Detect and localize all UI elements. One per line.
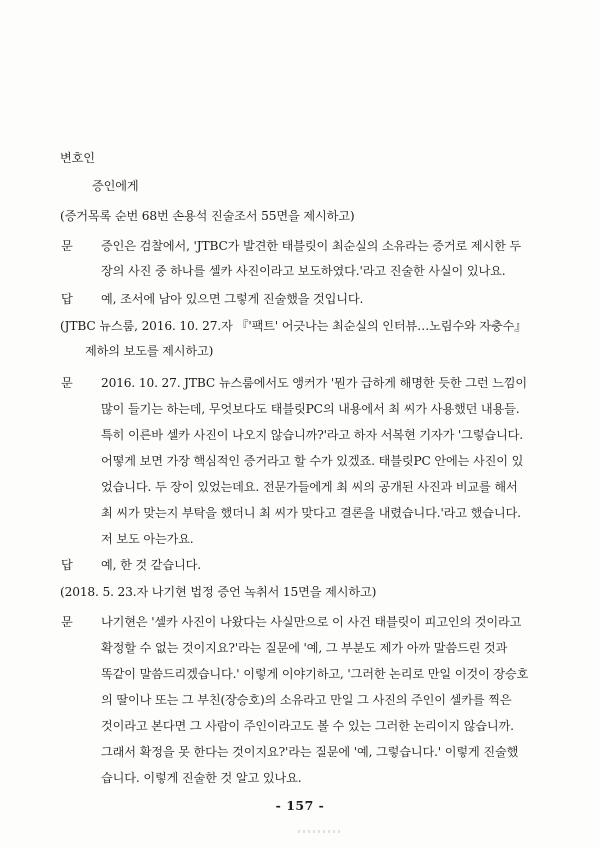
question-line: 장의 사진 중 하나를 셀카 사진이라고 보도하였다.'라고 진술한 사실이 있나요. [101, 264, 506, 278]
question-line: 증인은 검찰에서, 'JTBC가 발견한 태블릿이 최순실의 소유라는 증거로 제시한 두 [101, 239, 522, 253]
question-line: 습니다. 이렇게 진술한 것 알고 있나요. [101, 771, 302, 785]
question-line: 어떻게 보면 가장 핵심적인 증거라고 할 수가 있겠죠. 태블릿PC 안에는 사진이 있 [101, 454, 524, 468]
answer-label: 답 [61, 292, 73, 306]
evidence-note: (2018. 5. 23.자 나기현 법정 증언 녹취서 15면을 제시하고) [60, 585, 377, 599]
question-line: 그래서 확정을 못 한다는 것이지요?'라는 질문에 '예, 그렇습니다.' 이렇게 진술했 [101, 745, 519, 759]
question-label: 문 [61, 615, 73, 629]
question-line: 의 딸이나 또는 그 부친(장승호)의 소유라고 만일 그 사진의 주인이 셀카를 찍은 [101, 693, 512, 707]
evidence-note: (증거목록 순번 68번 손용석 진술조서 55면을 제시하고) [60, 209, 355, 223]
question-label: 문 [61, 239, 73, 253]
question-line: 똑같이 말씀드리겠습니다.' 이렇게 이야기하고, '그러한 논리로 만일 이것이 장승호 [101, 667, 529, 681]
evidence-note: (JTBC 뉴스룸, 2016. 10. 27.자 『'팩트' 어긋나는 최순실의 인터뷰…노림수와 자충수』 [60, 319, 527, 333]
question-line: 저 보도 아는가요. [101, 532, 194, 546]
question-line: 나기현은 '셀카 사진이 나왔다는 사실만으로 이 사건 태블릿이 피고인의 것이라고 [101, 615, 522, 629]
question-line: 많이 들기는 하는데, 무엇보다도 태블릿PC의 내용에서 최 씨가 사용했던 내용들. [101, 402, 520, 416]
answer-label: 답 [61, 558, 73, 572]
speaker-heading: 변호인 [60, 151, 95, 165]
addressee-line: 증인에게 [92, 179, 139, 193]
question-label: 문 [61, 376, 73, 390]
question-line: 특히 이른바 셀카 사진이 나오지 않습니까?'라고 하자 서복현 기자가 '그렇습니다. [101, 428, 523, 442]
page-number: - 157 - [275, 798, 325, 813]
answer-line: 예, 한 것 같습니다. [101, 558, 201, 572]
scan-smudge [298, 830, 342, 833]
evidence-note: 제하의 보도를 제시하고) [85, 344, 214, 358]
question-line: 었습니다. 두 장이 있었는데요. 전문가들에게 최 씨의 공개된 사진과 비교를 해서 [101, 480, 518, 494]
question-line: 것이라고 본다면 그 사람이 주인이라고도 볼 수 있는 그러한 논리이지 않습니까. [101, 719, 514, 733]
question-line: 확정할 수 없는 것이지요?'라는 질문에 '예, 그 부분도 제가 아까 말씀드린 것과 [101, 641, 508, 655]
question-line: 2016. 10. 27. JTBC 뉴스룸에서도 앵커가 '뭔가 급하게 해명한 듯한 그런 느낌이 [101, 376, 528, 390]
question-line: 최 씨가 맞는지 부탁을 했더니 최 씨가 맞다고 결론을 내렸습니다.'라고 했습니다. [101, 506, 521, 520]
answer-line: 예, 조서에 남아 있으면 그렇게 진술했을 것입니다. [101, 292, 364, 306]
